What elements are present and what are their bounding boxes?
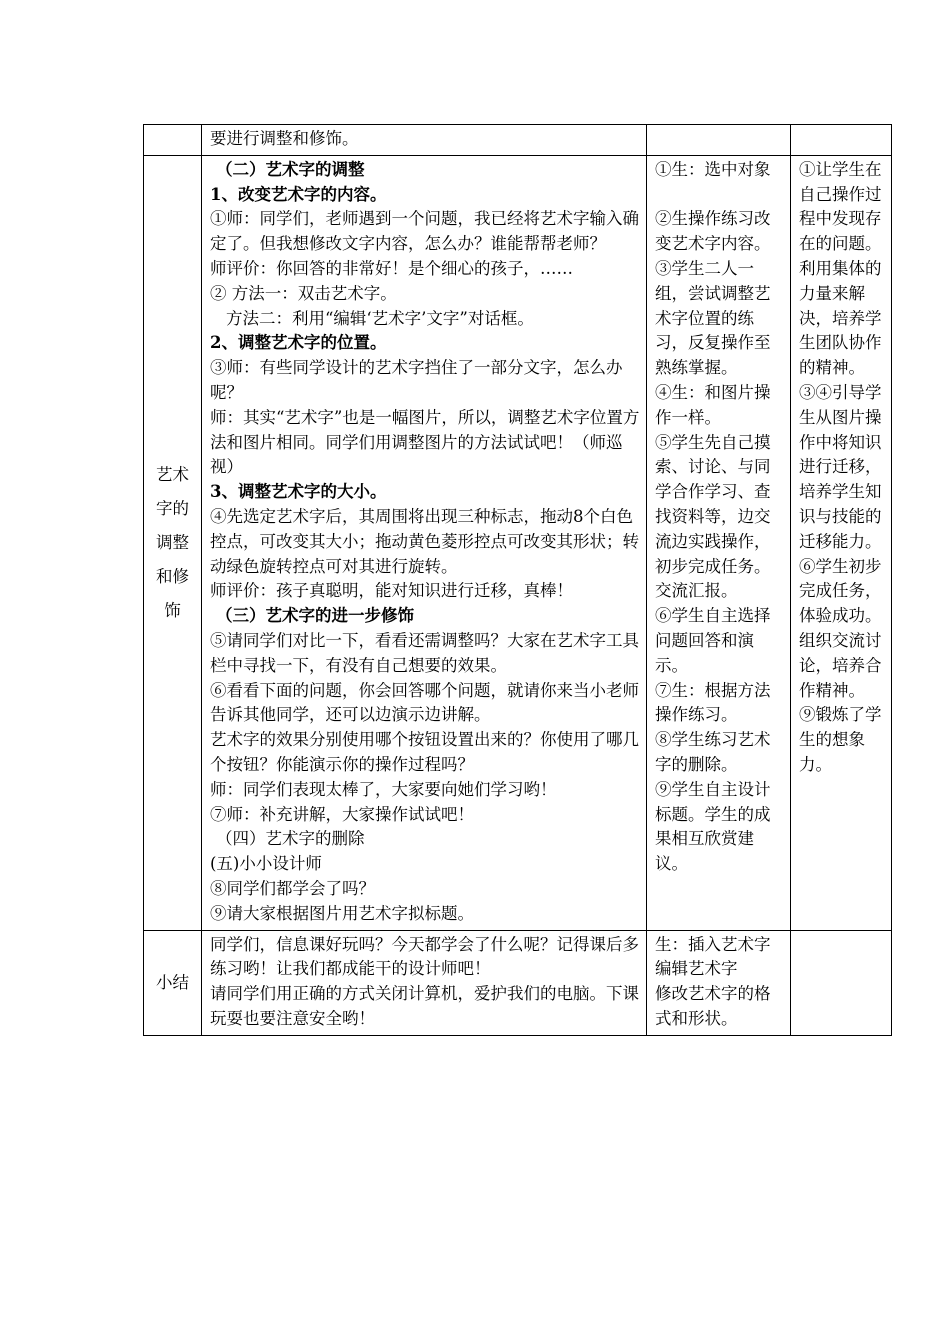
paragraph: 艺术字的效果分别使用哪个按钮设置出来的？你使用了哪几个按钮？你能演示你的操作过程吗？ <box>210 730 639 774</box>
stage-cell <box>144 125 202 156</box>
stage-cell <box>144 155 202 930</box>
paragraph: 请同学们用正确的方式关闭计算机，爱护我们的电脑。下课玩耍也要注意安全哟！ <box>210 984 639 1028</box>
paragraph: 同学们，信息课好玩吗？今天都学会了什么呢？记得课后多练习哟！让我们都成能干的设计师吧！ <box>210 934 639 979</box>
stage-label-line: 艺术 <box>156 464 189 484</box>
student-activity-cell <box>647 930 791 1035</box>
stage-label-line: 字的 <box>156 498 189 518</box>
paragraph: 要进行调整和修饰。 <box>210 129 359 148</box>
paragraph: 1、改变艺术字的内容。 <box>210 184 387 204</box>
paragraph: ⑥学生初步完成任务，体验成功。组织交流讨论，培养合作精神。 <box>799 556 882 700</box>
paragraph: ⑥学生自主选择问题回答和演示。 <box>655 606 771 675</box>
paragraph: ⑧学生练习艺术字的删除。 <box>655 730 771 774</box>
stage-cell <box>144 930 202 1035</box>
paragraph: 编辑艺术字 <box>655 959 738 979</box>
stage-label-line: 饰 <box>164 600 181 620</box>
teacher-activity-cell <box>202 125 647 156</box>
spacer <box>655 183 785 208</box>
paragraph: ⑦生：根据方法操作练习。 <box>655 680 771 725</box>
paragraph: ③师：有些同学设计的艺术字挡住了一部分文字，怎么办呢？ <box>210 358 623 402</box>
stage-label-line: 和修 <box>156 566 189 586</box>
paragraph: ⑤请同学们对比一下，看看还需调整吗？大家在艺术字工具栏中寻找一下，有没有自己想要的效果。 <box>210 630 639 675</box>
stage-label: 小结 <box>156 972 189 992</box>
paragraph: ⑨锻炼了学生的想象力。 <box>799 705 882 774</box>
paragraph: ⑨学生自主设计标题。学生的成果相互欣赏建议。 <box>655 779 771 874</box>
table-row <box>144 155 892 930</box>
paragraph: 师评价：孩子真聪明，能对知识进行迁移，真棒！ <box>210 581 573 601</box>
paragraph: 师评价：你回答的非常好！是个细心的孩子，…… <box>210 258 573 278</box>
student-activity-cell <box>647 155 791 930</box>
paragraph: 修改艺术字的格式和形状。 <box>655 984 771 1028</box>
paragraph: ④先选定艺术字后，其周围将出现三种标志，拖动8个白色控点，可改变其大小；拖动黄色菱形控点可改变其形状；转动绿色旋转控点可对其进行旋转。 <box>210 506 639 576</box>
paragraph: ①师：同学们，老师遇到一个问题，我已经将艺术字输入确定了。但我想修改文字内容，怎么办？谁能帮帮老师？ <box>210 209 639 254</box>
paragraph: ② 方法一：双击艺术字。 <box>210 283 397 303</box>
table-row <box>144 125 892 156</box>
paragraph: ⑧同学们都学会了吗？ <box>210 878 375 898</box>
paragraph: (五)小小设计师 <box>210 854 322 874</box>
paragraph: 交流汇报。 <box>655 581 738 601</box>
paragraph: ⑦师：补充讲解，大家操作试试吧！ <box>210 804 474 824</box>
paragraph: （四）艺术字的删除 <box>216 829 365 849</box>
paragraph: 师：其实“艺术字”也是一幅图片，所以，调整艺术字位置方法和图片相同。同学们用调整图片的方法试试吧！（师巡视） <box>210 407 640 477</box>
design-intent-cell <box>791 125 892 156</box>
stage-label-line: 调整 <box>156 532 189 552</box>
lesson-plan-table <box>143 124 892 1036</box>
design-intent-cell <box>791 930 892 1035</box>
paragraph: 方法二：利用“编辑‘艺术字’文字”对话框。 <box>226 308 534 328</box>
paragraph: 师：同学们表现太棒了，大家要向她们学习哟！ <box>210 779 557 799</box>
paragraph: ⑥看看下面的问题，你会回答哪个问题，就请你来当小老师告诉其他同学，还可以边演示边讲解。 <box>210 680 639 725</box>
paragraph: ①生：选中对象 <box>655 159 771 179</box>
paragraph: ②生操作练习改变艺术字内容。 <box>655 209 771 254</box>
paragraph: ①让学生在自己操作过程中发现存在的问题。利用集体的力量来解决，培养学生团队协作的精神。 <box>799 159 882 378</box>
paragraph: （二）艺术字的调整 <box>216 159 365 179</box>
paragraph: ⑤学生先自己摸索、讨论、与同学合作学习、查找资料等，边交流边实践操作，初步完成任务。 <box>655 432 771 576</box>
design-intent-cell <box>791 155 892 930</box>
student-activity-cell <box>647 125 791 156</box>
paragraph: 2、调整艺术字的位置。 <box>210 333 387 353</box>
paragraph: ⑨请大家根据图片用艺术字拟标题。 <box>210 903 474 923</box>
paragraph: 3、调整艺术字的大小。 <box>210 482 387 502</box>
teacher-activity-cell <box>202 155 647 930</box>
paragraph: ③学生二人一组，尝试调整艺术字位置的练习，反复操作至熟练掌握。 <box>655 258 771 378</box>
table-row <box>144 930 892 1035</box>
paragraph: ④生：和图片操作一样。 <box>655 382 771 427</box>
teacher-activity-cell <box>202 930 647 1035</box>
paragraph: ③④引导学生从图片操作中将知识进行迁移，培养学生知识与技能的迁移能力。 <box>799 382 882 551</box>
paragraph: （三）艺术字的进一步修饰 <box>216 606 414 626</box>
paragraph: 生：插入艺术字 <box>655 934 771 954</box>
